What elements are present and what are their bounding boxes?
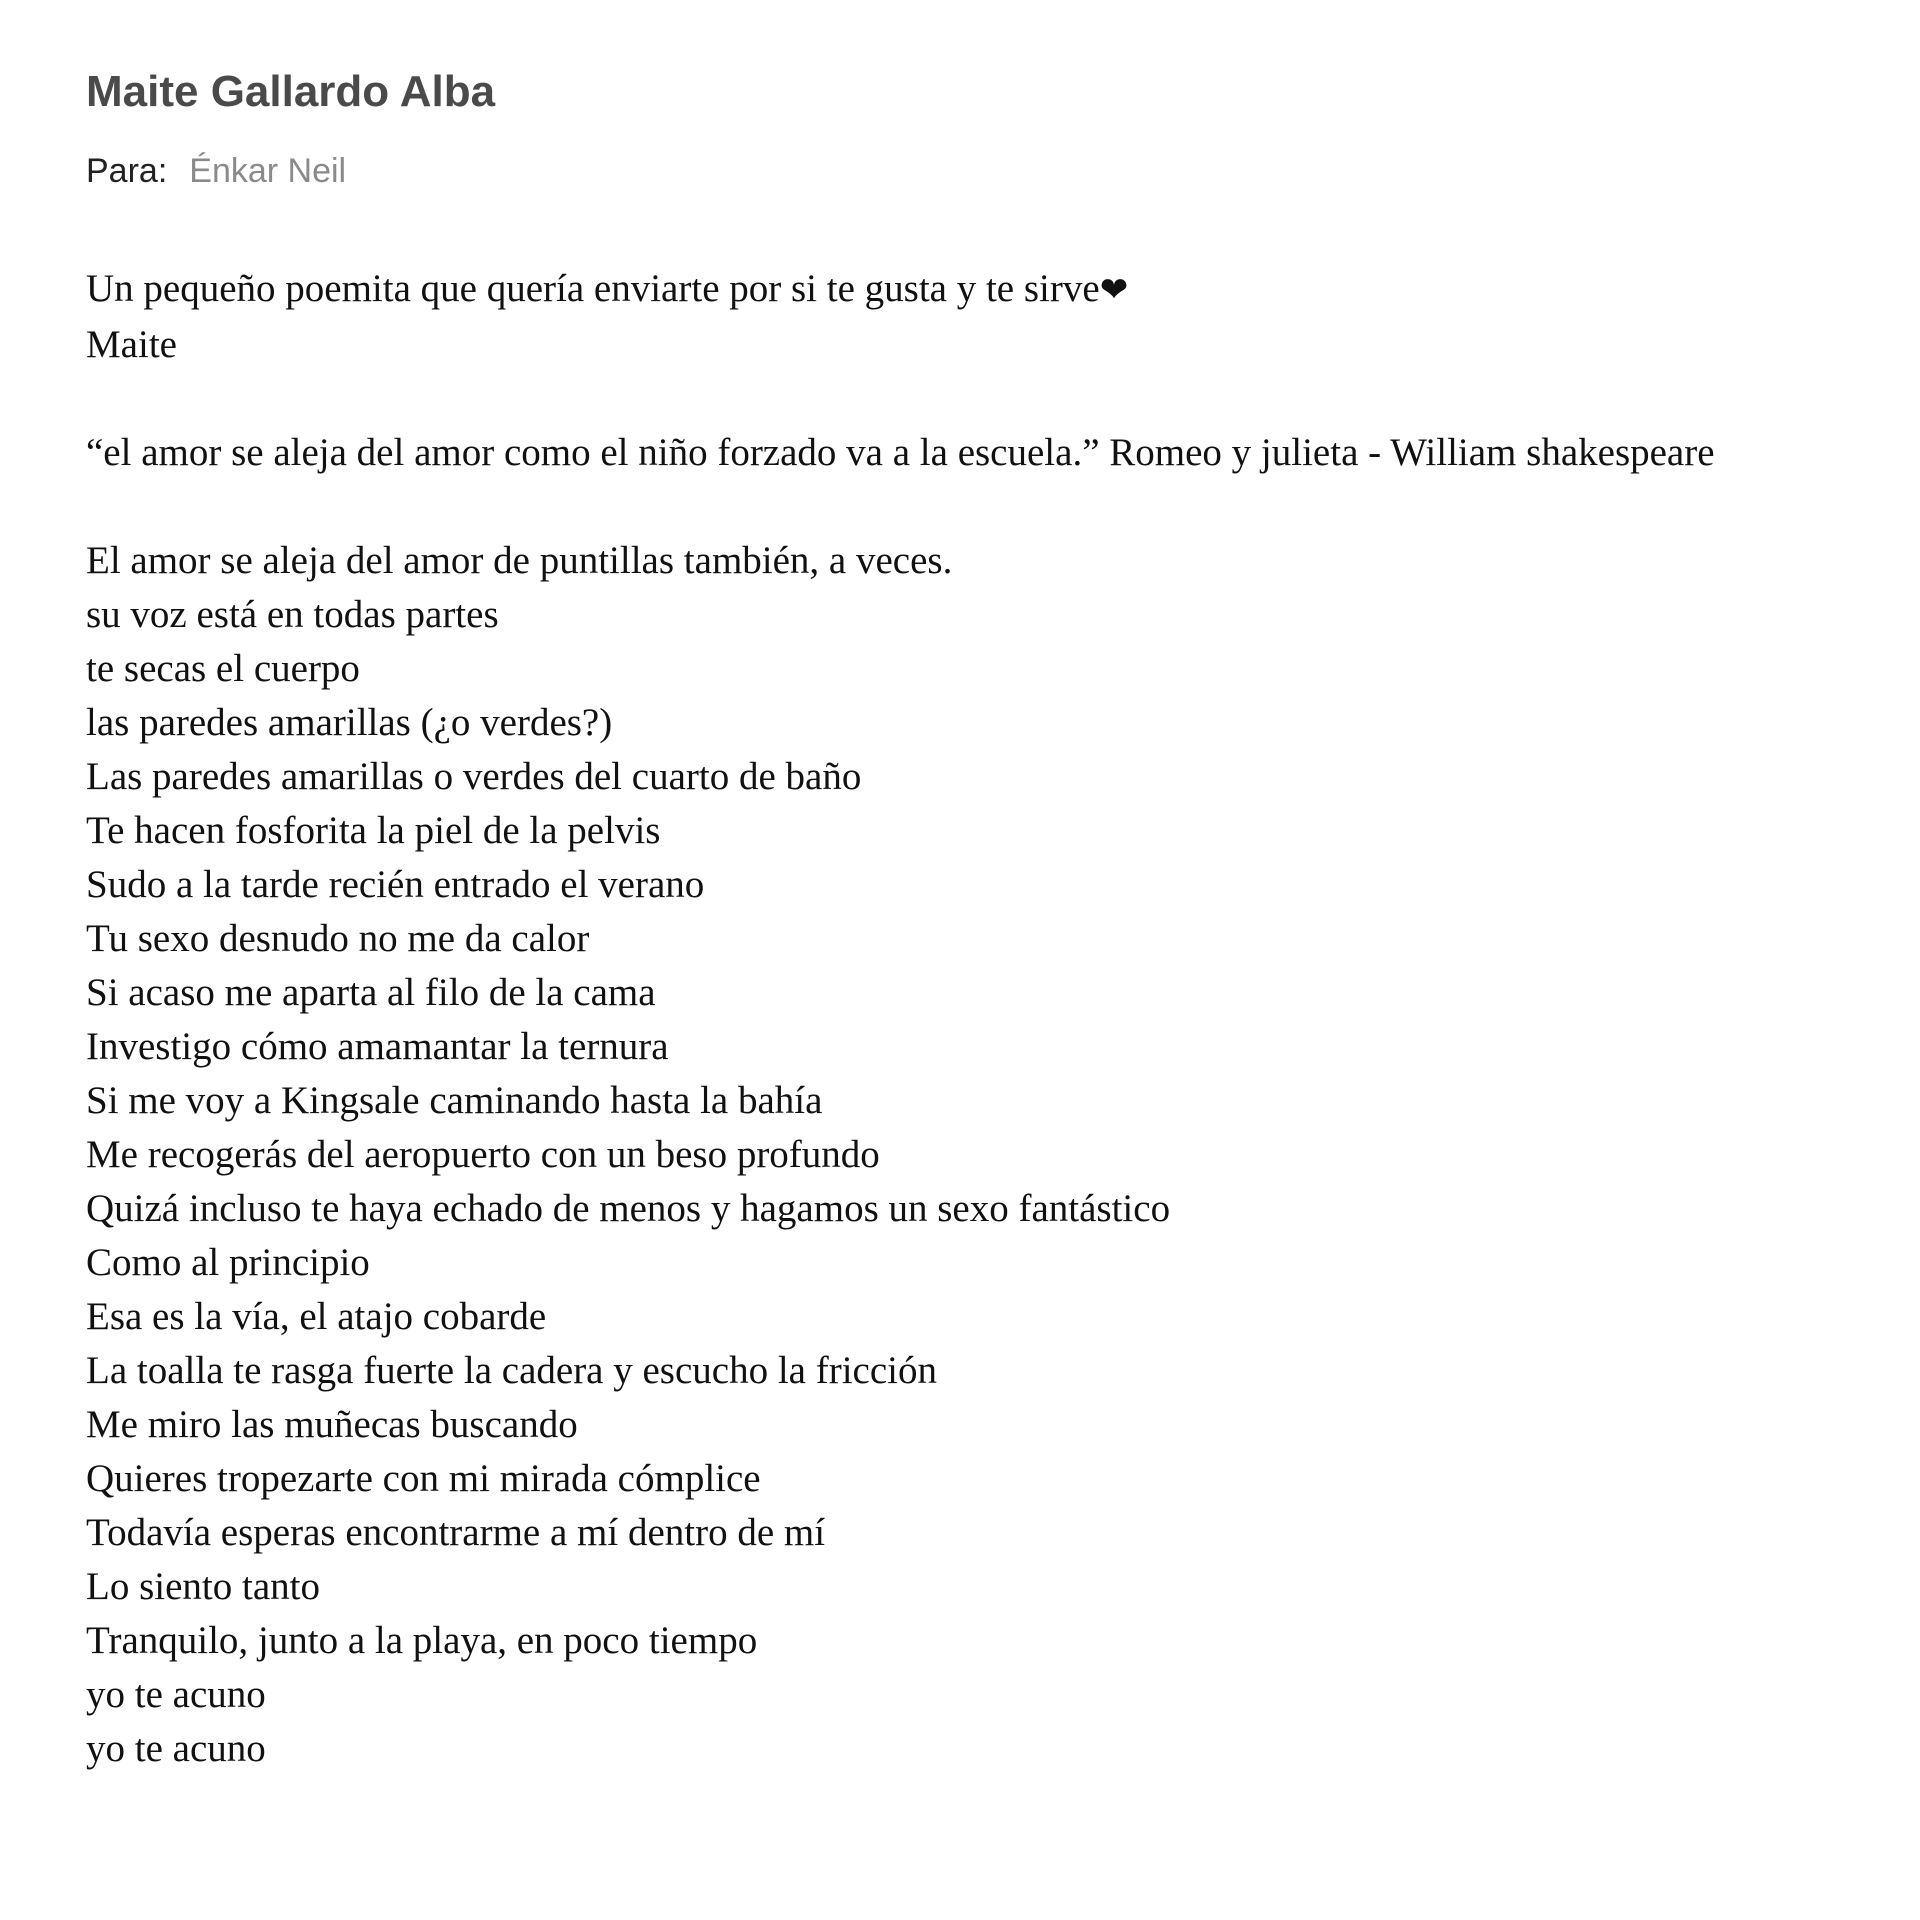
poem-line: Sudo a la tarde recién entrado el verano <box>86 863 705 906</box>
sender-name: Maite Gallardo Alba <box>86 67 496 116</box>
quote: “el amor se aleja del amor como el niño forzado va a la escuela.” Romeo y julieta - William shakespeare <box>86 431 1715 474</box>
poem-line: Como al principio <box>86 1241 370 1284</box>
recipient-name[interactable]: Énkar Neil <box>189 152 347 190</box>
heart-icon: ❤ <box>1099 272 1129 309</box>
poem-line: las paredes amarillas (¿o verdes?) <box>86 701 613 744</box>
poem-line: Tranquilo, junto a la playa, en poco tiempo <box>86 1619 758 1662</box>
email-body <box>86 262 1886 1776</box>
poem <box>86 534 1886 1776</box>
poem-line: Me recogerás del aeropuerto con un beso profundo <box>86 1133 880 1176</box>
poem-line: Las paredes amarillas o verdes del cuarto de baño <box>86 755 862 798</box>
poem-line: Todavía esperas encontrarme a mí dentro de mí <box>86 1511 826 1554</box>
poem-line: Tu sexo desnudo no me da calor <box>86 917 590 960</box>
poem-line: yo te acuno <box>86 1673 266 1716</box>
signature: Maite <box>86 323 177 366</box>
poem-line: Esa es la vía, el atajo cobarde <box>86 1295 547 1338</box>
poem-line: te secas el cuerpo <box>86 647 360 690</box>
poem-line: su voz está en todas partes <box>86 593 499 636</box>
poem-line: Lo siento tanto <box>86 1565 320 1608</box>
poem-line: Investigo cómo amamantar la ternura <box>86 1025 669 1068</box>
recipient-row <box>86 148 495 194</box>
intro-line <box>86 262 1886 318</box>
poem-line: yo te acuno <box>86 1727 266 1770</box>
intro-text: Un pequeño poemita que quería enviarte por si te gusta y te sirve <box>86 267 1100 310</box>
poem-line: Quizá incluso te haya echado de menos y hagamos un sexo fantástico <box>86 1187 1171 1230</box>
email-header <box>86 62 495 194</box>
poem-line: Si acaso me aparta al filo de la cama <box>86 971 656 1014</box>
poem-line: Quieres tropezarte con mi mirada cómplice <box>86 1457 761 1500</box>
poem-line: El amor se aleja del amor de puntillas también, a veces. <box>86 539 953 582</box>
poem-line: La toalla te rasga fuerte la cadera y escucho la fricción <box>86 1349 938 1392</box>
to-label: Para: <box>86 152 168 190</box>
poem-line: Te hacen fosforita la piel de la pelvis <box>86 809 661 852</box>
poem-line: Me miro las muñecas buscando <box>86 1403 578 1446</box>
poem-line: Si me voy a Kingsale caminando hasta la bahía <box>86 1079 823 1122</box>
